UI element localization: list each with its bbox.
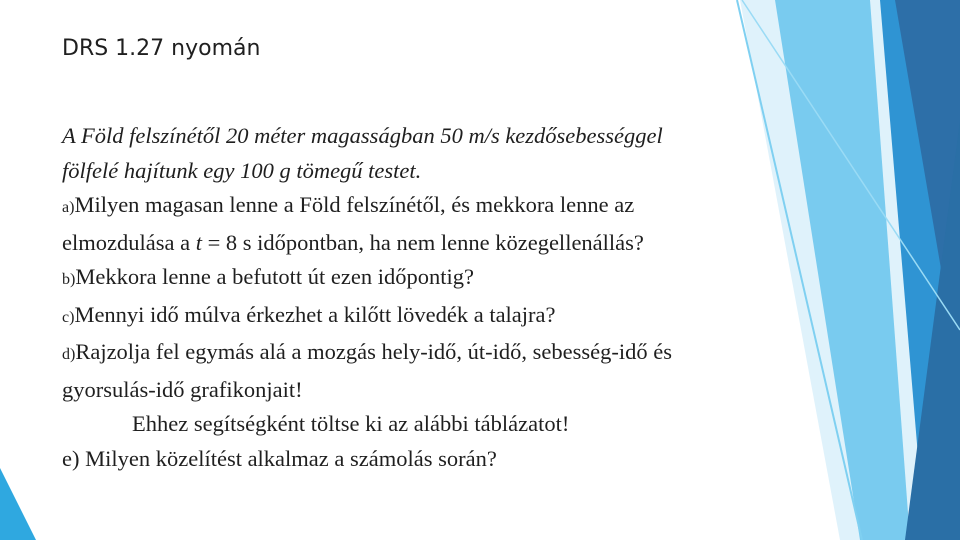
question-a-line-1 [62,188,842,226]
intro-line-2: fölfelé hajítunk egy 100 g tömegű testet. [62,157,422,183]
question-b [62,260,842,298]
question-b-text: Mekkora lenne a befutott út ezen időpontig? [75,264,474,289]
question-c-marker: c) [62,308,75,326]
question-c [62,298,842,336]
question-a-text-2a: elmozdulása a [62,229,196,255]
question-a-line-2 [62,226,842,261]
question-a-text-2b: = 8 s időpontban, ha nem lenne közegellenállás? [201,229,644,255]
question-a-marker: a) [62,199,75,216]
question-d-line-2: gyorsulás-idő grafikonjait! [62,376,303,402]
slide-body [62,119,842,476]
question-d-line-3: Ehhez segítségként töltse ki az alábbi táblázatot! [132,411,570,436]
question-c-text: Mennyi idő múlva érkezhet a kilőtt lövedék a talajra? [74,301,556,327]
intro-line-1: A Föld felszínétől 20 méter magasságban 50 m/s kezdősebességgel [62,123,663,148]
question-d-text-1: Rajzolja fel egymás alá a mozgás hely-idő, út-idő, sebesség-idő és [75,339,673,364]
question-e: e) Milyen közelítést alkalmaz a számolás során? [62,445,497,471]
question-a-text-1: Milyen magasan lenne a Föld felszínétől, és mekkora lenne az [74,192,635,217]
question-d-marker: d) [62,346,76,363]
deco-bottom-left-triangle [0,468,36,540]
question-b-marker: b) [62,271,76,288]
slide-title: DRS 1.27 nyomán [62,36,261,61]
time-variable: t [195,229,202,255]
question-d-line-1 [62,335,842,373]
